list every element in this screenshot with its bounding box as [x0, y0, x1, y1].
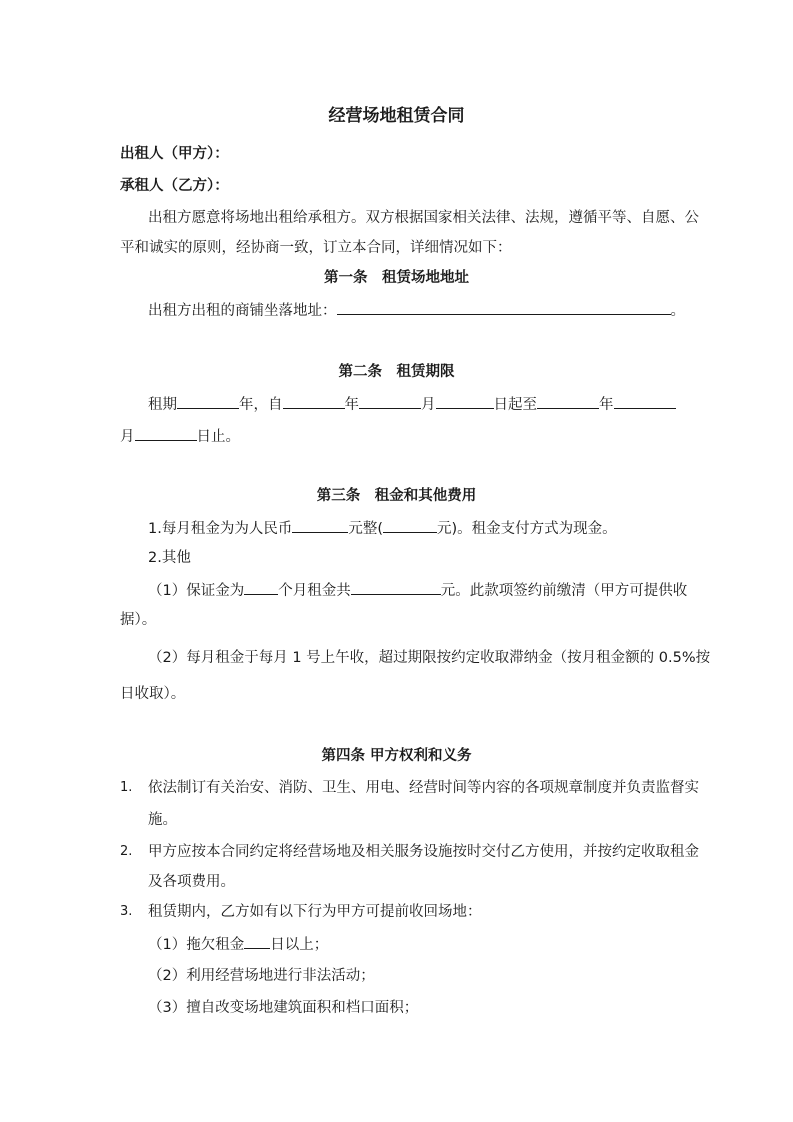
document-title: 经营场地租赁合同	[328, 106, 465, 126]
end-day-blank[interactable]	[135, 426, 197, 441]
term-years-blank[interactable]	[177, 394, 239, 409]
article-3-heading: 第三条 租金和其他费用	[316, 488, 477, 504]
termination-cause-2: （2）利用经营场地进行非法活动；	[148, 968, 375, 984]
rent-number-blank[interactable]	[383, 518, 437, 533]
obligation-2-line-2: 及各项费用。	[148, 874, 235, 890]
termination-cause-1	[148, 934, 328, 955]
obligation-2-line-1: 甲方应按本合同约定将经营场地及相关服务设施按时交付乙方使用，并按约定收取租金	[148, 844, 699, 860]
term-text: 年	[599, 397, 614, 413]
late-fee-line-1: （2）每月租金于每月 1 号上午收，超过期限按约定收取滞纳金（按月租金额的 0.5%按	[148, 650, 711, 666]
deposit-amount-blank[interactable]	[351, 580, 441, 595]
other-fees-label: 2.其他	[148, 550, 191, 566]
start-month-blank[interactable]	[359, 394, 421, 409]
list-number: 2.	[120, 844, 133, 859]
intro-line-2: 平和诚实的原则，经协商一致，订立本合同，详细情况如下：	[120, 240, 512, 256]
term-text: 租期	[148, 397, 177, 413]
cause-text: （1）拖欠租金	[148, 937, 245, 953]
start-year-blank[interactable]	[283, 394, 345, 409]
rent-words-blank[interactable]	[292, 518, 348, 533]
obligation-1-line-2: 施。	[148, 812, 177, 828]
term-text: 年，自	[239, 397, 283, 413]
deposit-text: （1）保证金为	[148, 583, 245, 599]
deposit-line-2: 据）。	[120, 612, 157, 628]
article-1-address-line	[148, 300, 685, 321]
term-text: 月	[421, 397, 436, 413]
list-number: 1.	[120, 780, 133, 795]
obligation-1-line-1: 依法制订有关治安、消防、卫生、用电、经营时间等内容的各项规章制度并负责监督实	[148, 780, 699, 796]
deposit-text: 个月租金共	[278, 583, 351, 599]
overdue-days-blank[interactable]	[244, 934, 270, 949]
deposit-text: 元。此款项签约前缴清（甲方可提供收	[440, 583, 688, 599]
article-4-heading: 第四条 甲方权利和义务	[321, 748, 472, 764]
address-end: 。	[670, 303, 685, 319]
start-day-blank[interactable]	[436, 394, 494, 409]
obligation-3-line-1: 租赁期内，乙方如有以下行为甲方可提前收回场地：	[148, 904, 482, 920]
end-month-blank[interactable]	[614, 394, 676, 409]
rent-text: 1.每月租金为为人民币	[148, 521, 293, 537]
article-2-heading: 第二条 租赁期限	[338, 364, 455, 380]
deposit-months-blank[interactable]	[244, 580, 278, 595]
deposit-line-1	[148, 580, 687, 601]
lessee-label: 承租人（乙方）：	[120, 178, 229, 194]
cause-text: 日以上；	[270, 937, 329, 953]
rent-text: 元整(	[348, 521, 384, 537]
lease-term-line-1	[148, 394, 676, 415]
rent-amount-line	[148, 518, 617, 539]
article-1-heading: 第一条 租赁场地地址	[324, 270, 469, 286]
lessor-label: 出租人（甲方）：	[120, 146, 229, 162]
term-text: 日起至	[493, 397, 537, 413]
term-text: 年	[344, 397, 359, 413]
intro-line-1: 出租方愿意将场地出租给承租方。双方根据国家相关法律、法规，遵循平等、自愿、公	[148, 210, 699, 226]
end-year-blank[interactable]	[537, 394, 599, 409]
address-label: 出租方出租的商铺坐落地址：	[148, 303, 337, 319]
list-number: 3.	[120, 904, 133, 919]
late-fee-line-2: 日收取）。	[120, 686, 186, 702]
term-text: 月	[120, 429, 135, 445]
term-text: 日止。	[196, 429, 240, 445]
address-blank[interactable]	[337, 300, 671, 315]
rent-text: 元)。租金支付方式为现金。	[437, 521, 617, 537]
termination-cause-3: （3）擅自改变场地建筑面积和档口面积；	[148, 1000, 419, 1016]
lease-term-line-2	[120, 426, 240, 447]
